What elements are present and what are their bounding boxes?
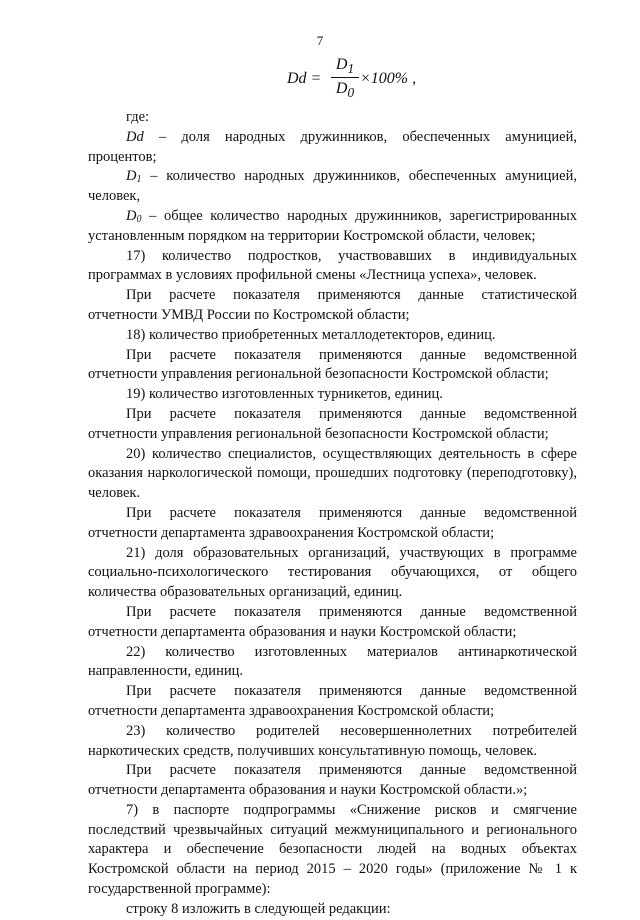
definition-d1: $D_1$ – количество народных дружинников, обеспеченных амуницией, человек, xyxy=(88,168,577,205)
paragraph: При расчете показателя применяются данные ведомственной отчетности департамента здравоохранения Костромской области; xyxy=(88,504,577,541)
paragraph: При расчете показателя применяются данные ведомственной отчетности департамента здравоохранения Костромской области; xyxy=(88,683,577,719)
paragraph: 18) количество приобретенных металлодетекторов, единиц. xyxy=(126,326,496,343)
paragraph: строку 8 изложить в следующей редакции: xyxy=(126,900,391,917)
formula xyxy=(0,56,640,106)
paragraph: 7) в паспорте подпрограммы «Снижение рисков и смягчение последствий чрезвычайных ситуаций межмуниципального и регионального характера и обеспечение безопасности людей на водных объектах Костромской области на период 2015 – 2020 годы» (приложение № 1 к государственной программе): xyxy=(88,801,577,898)
fraction-bar xyxy=(331,77,359,78)
variable-d1: $D_1$ xyxy=(126,168,142,186)
paragraph: 22) количество изготовленных материалов антинаркотической направленности, единиц. xyxy=(88,643,577,680)
variable-dd: Dd xyxy=(126,128,144,145)
paragraph: При расчете показателя применяются данные ведомственной отчетности департамента образования и науки Костромской области.»; xyxy=(88,762,577,799)
paragraph: 17) количество подростков, участвовавших в индивидуальных программах в условиях профильной смены «Лестница успеха», человек. xyxy=(88,247,577,284)
formula-numerator: $D_1$ xyxy=(335,56,355,77)
document-body xyxy=(88,108,577,920)
formula-fraction xyxy=(331,56,359,101)
paragraph: 19) количество изготовленных турникетов, единиц. xyxy=(126,386,443,403)
paragraph: При расчете показателя применяются данные статистической отчетности УМВД России по Костромской области; xyxy=(88,287,577,323)
paragraph: При расчете показателя применяются данные ведомственной отчетности департамента образования и науки Костромской области; xyxy=(88,603,577,640)
definition-dd: Dd – доля народных дружинников, обеспеченных амуницией, процентов; xyxy=(88,128,577,165)
intro-text: где: xyxy=(126,109,150,125)
paragraph: При расчете показателя применяются данные ведомственной отчетности управления региональной безопасности Костромской области; xyxy=(88,405,577,442)
paragraph: При расчете показателя применяются данные ведомственной отчетности управления региональной безопасности Костромской области; xyxy=(88,346,577,383)
formula-denominator: $D_0$ xyxy=(335,80,355,101)
definition-d0: $D_0$ – общее количество народных дружинников, зарегистрированных установленным порядком на территории Костромской области, человек; xyxy=(88,207,577,244)
variable-d0: $D_0$ xyxy=(126,207,142,225)
page-number: 7 xyxy=(316,33,324,48)
formula-rhs: ×100% , xyxy=(360,70,417,87)
paragraph: 21) доля образовательных организаций, участвующих в программе социально-психологического тестирования обучающихся, от общего количества образовательных организаций, единиц. xyxy=(88,544,577,601)
paragraph: 23) количество родителей несовершеннолетних потребителей наркотических средств, получивших консультативную помощь, человек. xyxy=(88,722,577,759)
paragraph: 20) количество специалистов, осуществляющих деятельность в сфере оказания наркологической помощи, прошедших подготовку (переподготовку), человек. xyxy=(88,445,577,502)
formula-lhs: Dd = xyxy=(287,70,322,87)
